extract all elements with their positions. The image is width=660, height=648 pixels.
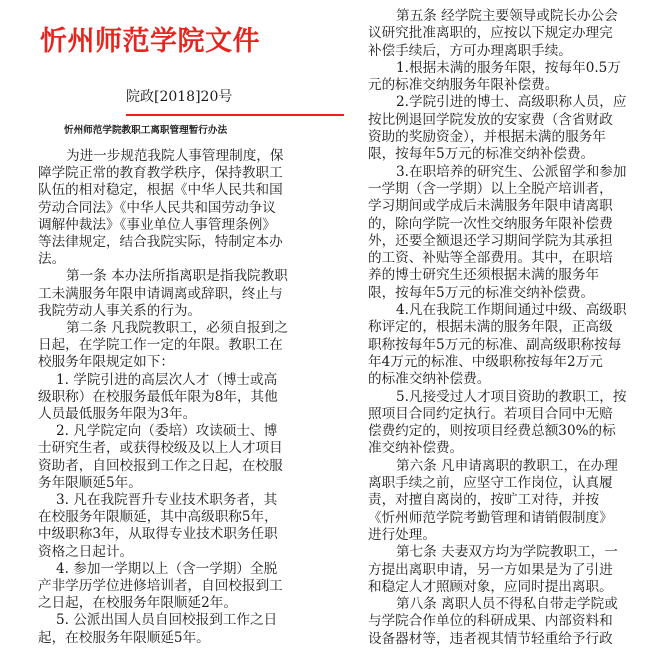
text-line: 3.在职培养的研究生、公派留学和参加 <box>396 163 627 180</box>
article-2-item-3 <box>38 492 322 561</box>
paragraph-intro <box>38 148 322 268</box>
article-5-item-2 <box>368 94 648 163</box>
text-line: 士研究生者，或获得校级及以上人才项目 <box>38 440 283 457</box>
text-line: 2.学院引进的博士、高级职称人员，应 <box>396 94 627 111</box>
text-line: 元的标准交纳服务年限补偿费。 <box>368 77 559 94</box>
text-line: 补偿手续后，方可办理离职手续。 <box>368 42 572 59</box>
text-line: 人员最低服务年限为3年。 <box>38 406 197 423</box>
article-5-item-5 <box>368 389 648 458</box>
left-body-text <box>38 148 322 647</box>
text-line: 限，按每年5万元的标准交纳补偿费。 <box>368 146 595 163</box>
text-line: 为进一步规范我院人事管理制度，保 <box>66 148 284 164</box>
text-line: 4.凡在我院工作期间通过中级、高级职 <box>396 302 627 319</box>
text-line: 进行处理。 <box>368 526 436 543</box>
text-line: 工未满服务年限申请调离或辞职，终止与 <box>38 285 283 302</box>
text-line: 限，按每年5万元的标准交纳补偿费。 <box>368 284 595 301</box>
article-5-item-3 <box>368 164 648 302</box>
text-line: 等法律规定，结合我院实际，特制定本办 <box>38 234 283 251</box>
text-line: 一学期（含一学期）以上全脱产培训者， <box>368 180 613 197</box>
text-line: 级职称）在校服务最低年限为8年，其他 <box>38 388 278 405</box>
text-line: 第五条 经学院主要领导或院长办公会 <box>396 8 618 24</box>
article-5-item-1 <box>368 60 648 95</box>
article-2-item-1 <box>38 372 322 424</box>
text-line: 方提出离职申请，另一方如果是为了引进 <box>368 561 613 578</box>
red-divider <box>126 114 344 116</box>
text-line: 5.凡接受过人才项目资助的教职工，按 <box>396 388 627 405</box>
article-7 <box>368 544 648 596</box>
article-2 <box>38 320 322 372</box>
text-line: 4. 参加一学期以上（含一学期）全脱 <box>56 560 278 577</box>
text-line: 设备器材等，违者视其情节轻重给予行政 <box>368 630 613 647</box>
text-line: 第六条 凡申请离职的教职工，在办理 <box>396 457 618 474</box>
text-line: 偿费约定的，则按项目经费总额30%的标 <box>368 423 616 440</box>
text-line: 调解仲裁法》《事业单位人事管理条例》 <box>38 216 276 233</box>
text-line: 5. 公派出国人员自回校报到工作之日 <box>56 612 278 629</box>
text-line: 之日起，在校服务年限顺延2年。 <box>38 595 237 612</box>
text-line: 与学院合作单位的科研成果、内部资料和 <box>368 613 613 630</box>
text-line: 外，还要全额退还学习期间学院为其承担 <box>368 232 613 249</box>
text-line: 责，对擅自离岗的，按旷工对待，并按 <box>368 492 600 509</box>
text-line: 《忻州师范学院考勤管理和请销假制度》 <box>368 509 613 526</box>
text-line: 离职手续之前，应坚守工作岗位，认真履 <box>368 475 613 492</box>
text-line: 第八条 离职人员不得私自带走学院或 <box>396 596 618 613</box>
text-line: 第二条 凡我院教职工，必须自报到之 <box>66 320 288 337</box>
text-line: 1. 学院引进的高层次人才（博士或高 <box>56 371 278 388</box>
right-body-text <box>368 8 648 648</box>
text-line: 2. 凡学院定向（委培）攻读硕士、博 <box>56 423 278 440</box>
issuer-title: 忻州师范学院文件 <box>40 26 260 57</box>
text-line: 我院劳动人事关系的行为。 <box>38 302 202 319</box>
text-line: 称评定的，根据未满的服务年限，正高级 <box>368 319 613 336</box>
text-line: 队伍的相对稳定，根据《中华人民共和国 <box>38 182 283 199</box>
text-line: 的，除向学院一次性交纳服务年限补偿费 <box>368 215 613 232</box>
article-8 <box>368 596 648 648</box>
text-line: 养的博士研究生还须根据未满的服务年 <box>368 267 600 284</box>
text-line: 中级职称3年，从取得专业技术职务任职 <box>38 526 278 543</box>
doc-number: 院政[2018]20号 <box>126 89 233 105</box>
article-2-item-2 <box>38 423 322 492</box>
text-line: 1.根据未满的服务年限，按每年0.5万 <box>396 59 621 76</box>
text-line: 第一条 本办法所指离职是指我院教职 <box>66 268 288 285</box>
text-line: 法。 <box>38 251 66 268</box>
text-line: 和稳定人才照顾对象，应同时提出离职。 <box>368 578 613 595</box>
right-column <box>350 0 660 647</box>
text-line: 资助的奖励资金），并根据未满的服务年 <box>368 129 606 146</box>
text-line: 在校服务年限顺延，其中高级职称5年， <box>38 509 278 526</box>
text-line: 职称按每年5万元的标准、副高级职称按每 <box>368 336 622 353</box>
text-line: 劳动合同法》《中华人民共和国劳动争议 <box>38 199 276 216</box>
text-line: 年4万元的标准、中级职称按每年2万元 <box>368 353 603 370</box>
article-5-item-4 <box>368 302 648 388</box>
text-line: 日起，在学院工作一定的年限。教职工在 <box>38 337 283 354</box>
text-line: 校服务年限规定如下： <box>38 354 174 371</box>
text-line: 资助者，自回校报到工作之日起，在校服 <box>38 457 283 474</box>
text-line: 第七条 夫妻双方均为学院教职工，一 <box>396 544 618 561</box>
text-line: 的标准交纳补偿费。 <box>368 371 491 388</box>
document-subtitle: 忻州师范学院教职工离职管理暂行办法 <box>64 125 228 136</box>
text-line: 学习期间或学成后未满服务年限申请离职 <box>368 198 613 215</box>
article-1 <box>38 268 322 320</box>
text-line: 资格之日起计。 <box>38 543 134 560</box>
text-line: 照项目合同约定执行。若项目合同中无赔 <box>368 405 613 422</box>
text-line: 3. 凡在我院晋升专业技术职务者，其 <box>56 492 278 509</box>
article-6 <box>368 458 648 544</box>
text-line: 起，在校服务年限顺延5年。 <box>38 629 210 646</box>
text-line: 的工资、补贴等全部费用。其中，在职培 <box>368 250 613 267</box>
text-line: 务年限顺延5年。 <box>38 474 142 491</box>
text-line: 议研究批准离职的，应按以下规定办理完 <box>368 25 613 42</box>
article-5 <box>368 8 648 60</box>
text-line: 准交纳补偿费。 <box>368 440 464 457</box>
article-2-item-5 <box>38 612 322 646</box>
article-2-item-4 <box>38 561 322 613</box>
text-line: 按比例退回学院发放的安家费（含省财政 <box>368 111 613 128</box>
text-line: 产非学历学位进修培训者，自回校报到工 <box>38 578 283 595</box>
text-line: 障学院正常的教育教学秩序，保持教职工 <box>38 165 283 182</box>
